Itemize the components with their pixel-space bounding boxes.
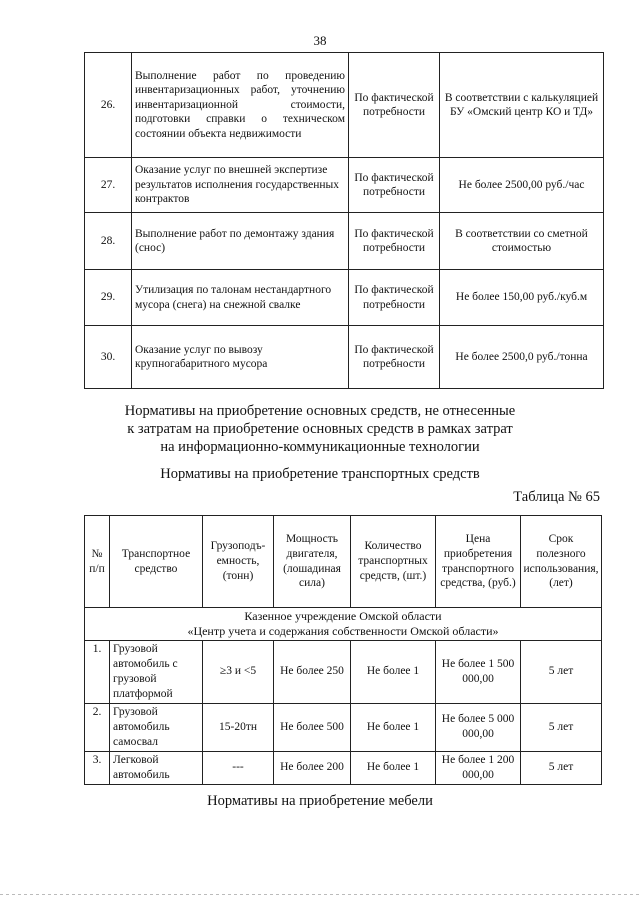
table-row bbox=[85, 703, 602, 751]
row-price: Не более 2500,00 руб./час bbox=[440, 158, 604, 213]
row-number: 30. bbox=[85, 326, 132, 389]
group-line: Казенное учреждение Омской области bbox=[244, 609, 442, 623]
header-capacity: Грузоподъ-емность, (тонн) bbox=[203, 516, 274, 608]
table-row bbox=[85, 751, 602, 784]
row-vehicle: Грузовой автомобиль с грузовой платформой bbox=[110, 641, 203, 704]
row-quantity: Не более 1 bbox=[351, 703, 436, 751]
row-quantity: Не более 1 bbox=[351, 751, 436, 784]
table-row bbox=[85, 270, 604, 326]
row-number: 2. bbox=[85, 703, 110, 751]
row-price: В соответствии со сметной стоимостью bbox=[440, 213, 604, 270]
row-price: Не более 1 200 000,00 bbox=[436, 751, 521, 784]
row-price: Не более 5 000 000,00 bbox=[436, 703, 521, 751]
section-heading-furniture: Нормативы на приобретение мебели bbox=[207, 793, 433, 809]
page-number: 38 bbox=[313, 33, 327, 48]
heading-line: на информационно-коммуникационные технологии bbox=[160, 439, 480, 455]
header-power: Мощность двигателя, (лошадиная сила) bbox=[274, 516, 351, 608]
table-row bbox=[85, 213, 604, 270]
row-number: 1. bbox=[85, 641, 110, 704]
table-row bbox=[85, 326, 604, 389]
row-price: Не более 1 500 000,00 bbox=[436, 641, 521, 704]
row-capacity: 15-20тн bbox=[203, 703, 274, 751]
row-unit: По фактической потребности bbox=[349, 270, 440, 326]
row-term: 5 лет bbox=[521, 703, 602, 751]
table-row bbox=[85, 158, 604, 213]
header-num: № п/п bbox=[85, 516, 110, 608]
table-group-row bbox=[85, 608, 602, 641]
row-vehicle: Грузовой автомобиль самосвал bbox=[110, 703, 203, 751]
row-power: Не более 200 bbox=[274, 751, 351, 784]
row-price: В соответствии с калькуляцией БУ «Омский центр КО и ТД» bbox=[440, 53, 604, 158]
row-term: 5 лет bbox=[521, 641, 602, 704]
row-number: 3. bbox=[85, 751, 110, 784]
section-heading-fixed-assets bbox=[0, 402, 640, 456]
row-vehicle: Легковой автомобиль bbox=[110, 751, 203, 784]
row-number: 28. bbox=[85, 213, 132, 270]
scan-edge-divider bbox=[0, 894, 640, 895]
row-number: 29. bbox=[85, 270, 132, 326]
row-capacity: ≥3 и <5 bbox=[203, 641, 274, 704]
table-row bbox=[85, 641, 602, 704]
services-norms-table bbox=[84, 52, 604, 389]
row-price: Не более 2500,0 руб./тонна bbox=[440, 326, 604, 389]
row-term: 5 лет bbox=[521, 751, 602, 784]
row-description: Оказание услуг по внешней экспертизе результатов исполнения государственных контрактов bbox=[132, 158, 349, 213]
row-number: 26. bbox=[85, 53, 132, 158]
transport-norms-table bbox=[84, 515, 602, 785]
header-term: Срок полезного использования, (лет) bbox=[521, 516, 602, 608]
row-unit: По фактической потребности bbox=[349, 326, 440, 389]
section-heading-transport: Нормативы на приобретение транспортных средств bbox=[160, 466, 480, 482]
group-title bbox=[85, 608, 602, 641]
header-quantity: Количество транспортных средств, (шт.) bbox=[351, 516, 436, 608]
row-power: Не более 500 bbox=[274, 703, 351, 751]
heading-line: Нормативы на приобретение основных средств, не отнесенные bbox=[124, 403, 516, 419]
header-vehicle: Транспортное средство bbox=[110, 516, 203, 608]
row-unit: По фактической потребности bbox=[349, 53, 440, 158]
header-price: Цена приобретения транспортного средства, (руб.) bbox=[436, 516, 521, 608]
group-line: «Центр учета и содержания собственности Омской области» bbox=[187, 624, 499, 638]
row-capacity: --- bbox=[203, 751, 274, 784]
row-number: 27. bbox=[85, 158, 132, 213]
table-header-row bbox=[85, 516, 602, 608]
row-description: Выполнение работ по демонтажу здания (снос) bbox=[132, 213, 349, 270]
row-quantity: Не более 1 bbox=[351, 641, 436, 704]
row-price: Не более 150,00 руб./куб.м bbox=[440, 270, 604, 326]
row-power: Не более 250 bbox=[274, 641, 351, 704]
row-description: Оказание услуг по вывозу крупногабаритного мусора bbox=[132, 326, 349, 389]
table-row bbox=[85, 53, 604, 158]
row-description: Выполнение работ по проведению инвентаризационных работ, уточнению инвентаризационной стоимости, подготовки справки о техническом состоянии объекта недвижимости bbox=[132, 53, 349, 158]
row-unit: По фактической потребности bbox=[349, 158, 440, 213]
row-description: Утилизация по талонам нестандартного мусора (снега) на снежной свалке bbox=[132, 270, 349, 326]
table-caption: Таблица № 65 bbox=[513, 489, 600, 505]
heading-line: к затратам на приобретение основных средств в рамках затрат bbox=[127, 421, 513, 437]
row-unit: По фактической потребности bbox=[349, 213, 440, 270]
